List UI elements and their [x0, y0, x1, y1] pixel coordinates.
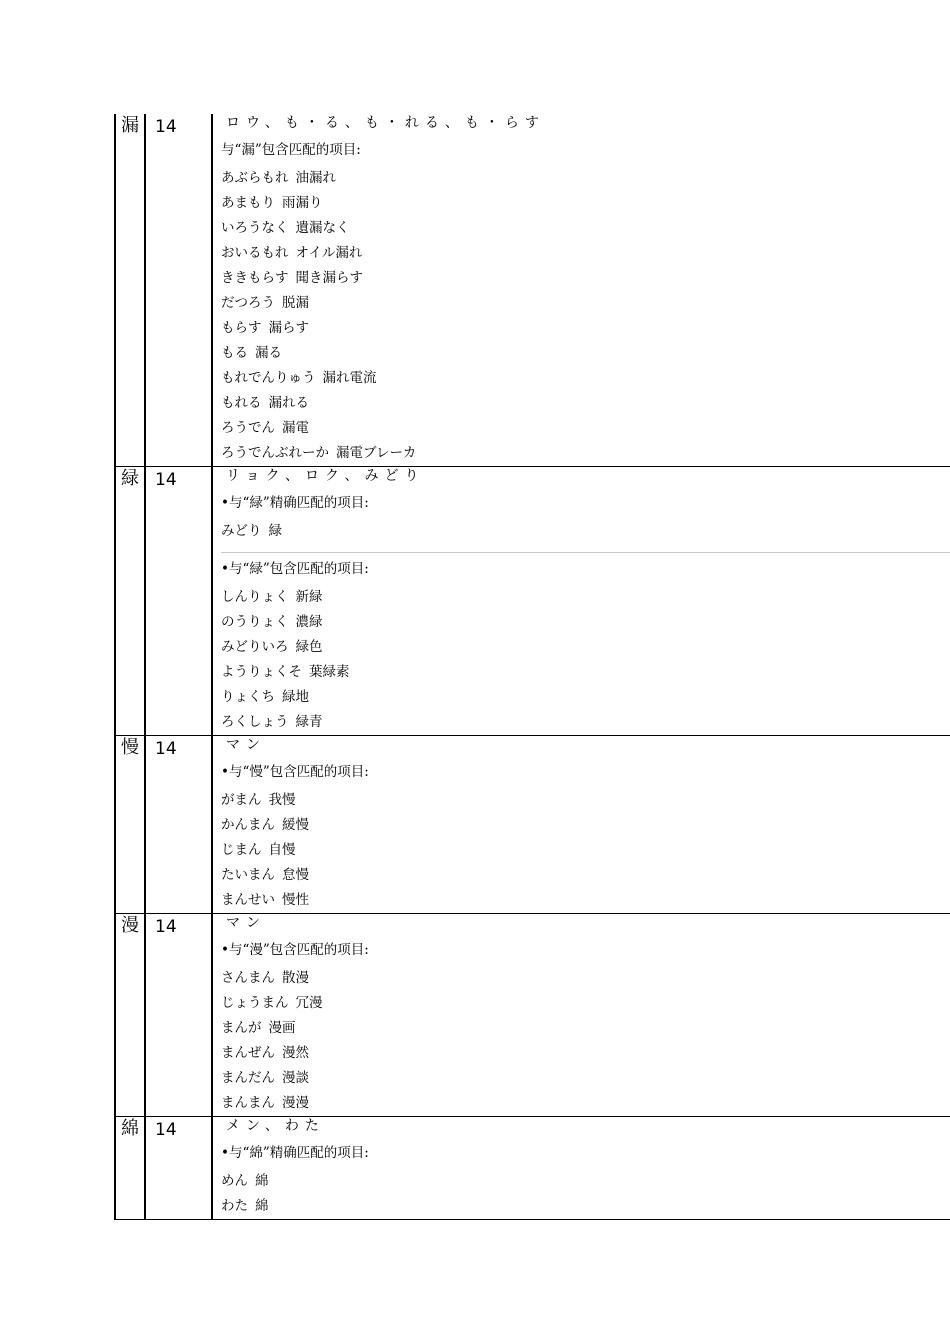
match-group	[221, 136, 950, 466]
vocab-word: 怠慢	[282, 867, 309, 883]
vocab-word: 綿	[255, 1173, 269, 1189]
vocab-reading: じょうまん	[221, 995, 289, 1011]
vocab-word: 緑	[268, 523, 282, 539]
vocab-item	[221, 991, 950, 1016]
table-body	[115, 114, 950, 1220]
vocab-word: 漫然	[282, 1045, 309, 1061]
vocab-reading: もる	[221, 345, 248, 361]
vocab-reading: じまん	[221, 842, 262, 858]
vocab-item	[221, 1169, 950, 1194]
stroke-count: 14	[145, 114, 212, 467]
match-heading: •与“漫”包含匹配的项目:	[221, 942, 369, 958]
group-divider	[221, 552, 950, 553]
vocab-item	[221, 1091, 950, 1116]
match-group	[221, 555, 950, 735]
vocab-reading: さんまん	[221, 970, 275, 986]
vocab-reading: わた	[221, 1198, 248, 1214]
vocab-word: 緑色	[295, 639, 323, 655]
kanji-entry-row	[115, 467, 950, 736]
vocab-item	[221, 216, 950, 241]
vocab-item	[221, 838, 950, 863]
vocab-reading: あまもり	[221, 195, 275, 211]
vocab-word: 遺漏なく	[295, 220, 350, 236]
vocab-reading: がまん	[221, 792, 262, 808]
kanji-character: 漏	[115, 114, 145, 467]
match-heading: 与“漏”包含匹配的项目:	[221, 142, 361, 158]
vocab-word: 雨漏り	[282, 195, 323, 211]
vocab-reading: おいるもれ	[221, 245, 289, 261]
vocab-reading: ききもらす	[221, 270, 289, 286]
kanji-readings: メン、わた	[226, 1118, 325, 1134]
vocab-word: 聞き漏らす	[295, 270, 363, 286]
kanji-readings: マン	[226, 915, 266, 931]
kanji-character: 綿	[115, 1117, 145, 1220]
vocab-word: 漏れ電流	[322, 370, 377, 386]
vocab-item	[221, 888, 950, 913]
vocab-word: 綿	[255, 1198, 269, 1214]
vocab-word: 慢性	[282, 892, 309, 908]
vocab-reading: のうりょく	[221, 614, 289, 630]
stroke-count: 14	[145, 1117, 212, 1220]
kanji-details	[212, 114, 950, 467]
vocab-reading: まんまん	[221, 1095, 275, 1111]
vocab-word: 漫談	[282, 1070, 309, 1086]
vocab-reading: りょくち	[221, 689, 275, 705]
vocab-word: 我慢	[268, 792, 296, 808]
kanji-details	[212, 736, 950, 914]
vocab-item	[221, 291, 950, 316]
vocab-item	[221, 519, 950, 544]
match-group	[221, 936, 950, 1116]
match-group	[221, 758, 950, 913]
stroke-count: 14	[145, 467, 212, 736]
vocab-item	[221, 1194, 950, 1219]
kanji-character: 慢	[115, 736, 145, 914]
vocab-word: 濃緑	[295, 614, 323, 630]
match-heading: •与“慢”包含匹配的项目:	[221, 764, 369, 780]
kanji-entry-row	[115, 114, 950, 467]
vocab-word: 緑青	[295, 714, 323, 730]
kanji-details	[212, 467, 950, 736]
vocab-reading: まんぜん	[221, 1045, 275, 1061]
vocab-word: 新緑	[295, 589, 323, 605]
vocab-reading: もれでんりゅう	[221, 370, 316, 386]
vocab-reading: ろうでんぶれーか	[221, 445, 329, 461]
vocab-word: 自慢	[268, 842, 296, 858]
vocab-item	[221, 660, 950, 685]
vocab-reading: いろうなく	[221, 220, 289, 236]
vocab-reading: かんまん	[221, 817, 275, 833]
vocab-reading: もれる	[221, 395, 262, 411]
vocab-word: 漏らす	[268, 320, 309, 336]
kanji-details	[212, 914, 950, 1117]
vocab-item	[221, 341, 950, 366]
vocab-item	[221, 610, 950, 635]
kanji-details	[212, 1117, 950, 1220]
vocab-item	[221, 863, 950, 888]
vocab-reading: ろくしょう	[221, 714, 289, 730]
vocab-reading: めん	[221, 1173, 248, 1189]
kanji-readings: ロウ、も・る、も・れる、も・らす	[226, 115, 545, 131]
vocab-item	[221, 416, 950, 441]
kanji-entry-row	[115, 914, 950, 1117]
kanji-character: 緑	[115, 467, 145, 736]
vocab-item	[221, 1016, 950, 1041]
vocab-item	[221, 966, 950, 991]
vocab-item	[221, 585, 950, 610]
vocab-item	[221, 1066, 950, 1091]
vocab-word: 漏る	[255, 345, 282, 361]
vocab-reading: しんりょく	[221, 589, 289, 605]
kanji-entry-row	[115, 736, 950, 914]
vocab-reading: だつろう	[221, 295, 275, 311]
match-heading: •与“綿”精确匹配的项目:	[221, 1145, 369, 1161]
vocab-item	[221, 441, 950, 466]
vocab-word: オイル漏れ	[295, 245, 363, 261]
vocab-item	[221, 316, 950, 341]
kanji-readings: リョク、ロク、みどり	[226, 468, 425, 484]
vocab-word: 漫漫	[282, 1095, 309, 1111]
vocab-word: 緩慢	[282, 817, 309, 833]
vocab-item	[221, 266, 950, 291]
vocab-item	[221, 241, 950, 266]
vocab-item	[221, 813, 950, 838]
stroke-count: 14	[145, 736, 212, 914]
vocab-word: 葉緑素	[309, 664, 350, 680]
vocab-item	[221, 366, 950, 391]
vocab-item	[221, 685, 950, 710]
match-heading: •与“緑”包含匹配的项目:	[221, 561, 369, 577]
vocab-word: 漏電ブレーカ	[336, 445, 417, 461]
kanji-readings: マン	[226, 737, 266, 753]
vocab-word: 漫画	[268, 1020, 296, 1036]
vocab-word: 冗漫	[295, 995, 323, 1011]
vocab-word: 緑地	[282, 689, 309, 705]
vocab-reading: あぶらもれ	[221, 170, 289, 186]
match-group	[221, 489, 950, 544]
vocab-word: 漏電	[282, 420, 309, 436]
match-heading: •与“緑”精确匹配的项目:	[221, 495, 369, 511]
stroke-count: 14	[145, 914, 212, 1117]
vocab-word: 油漏れ	[295, 170, 336, 186]
vocab-reading: みどり	[221, 523, 262, 539]
vocab-item	[221, 1041, 950, 1066]
vocab-word: 漏れる	[268, 395, 309, 411]
kanji-table	[114, 114, 950, 1220]
vocab-reading: みどりいろ	[221, 639, 289, 655]
vocab-item	[221, 710, 950, 735]
vocab-reading: まんだん	[221, 1070, 275, 1086]
vocab-reading: ろうでん	[221, 420, 275, 436]
vocab-item	[221, 191, 950, 216]
vocab-word: 脱漏	[282, 295, 309, 311]
kanji-entry-row	[115, 1117, 950, 1220]
vocab-item	[221, 391, 950, 416]
vocab-word: 散漫	[282, 970, 309, 986]
match-group	[221, 1139, 950, 1219]
vocab-item	[221, 635, 950, 660]
vocab-item	[221, 166, 950, 191]
vocab-reading: まんが	[221, 1020, 262, 1036]
vocab-item	[221, 788, 950, 813]
vocab-reading: たいまん	[221, 867, 275, 883]
kanji-character: 漫	[115, 914, 145, 1117]
vocab-reading: もらす	[221, 320, 262, 336]
vocab-reading: まんせい	[221, 892, 275, 908]
vocab-reading: ようりょくそ	[221, 664, 302, 680]
